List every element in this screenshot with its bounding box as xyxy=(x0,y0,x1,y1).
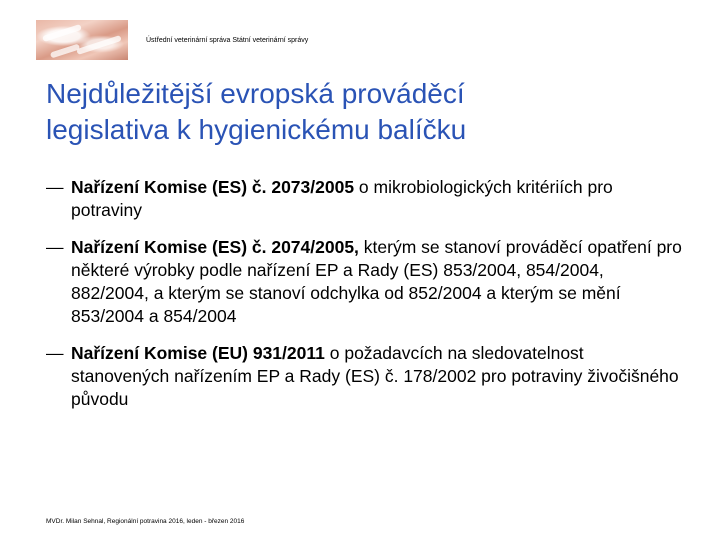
regulation-description: kterým se stanoví prováděcí opatření pro některé výrobky podle nařízení EP a Rady (ES) 853/2004, 854/2004, 882/2004, a kterým se stanoví odchylka od 852/2004 a kterým se mění 853/2004 a 854/2004 xyxy=(71,237,682,326)
slide-title-line-1: Nejdůležitější evropská prováděcí xyxy=(46,78,465,109)
regulation-name: Nařízení Komise (EU) 931/2011 xyxy=(71,343,325,363)
dash-marker: — xyxy=(46,177,64,197)
slide-title xyxy=(46,76,686,148)
list-item xyxy=(46,236,686,328)
regulation-description: o požadavcích na sledovatelnost stanovených nařízením EP a Rady (ES) č. 178/2002 pro potraviny živočišného původu xyxy=(71,343,679,409)
regulation-description: o mikrobiologických kritériích pro potraviny xyxy=(71,177,613,220)
regulation-name: Nařízení Komise (ES) č. 2074/2005, xyxy=(71,237,359,257)
regulation-list xyxy=(46,176,686,425)
slide-title-line-2: legislativa k hygienickému balíčku xyxy=(46,114,467,145)
list-item xyxy=(46,176,686,222)
dash-marker: — xyxy=(46,237,64,257)
footer-text: MVDr. Milan Sehnal, Regionální potravina 2016, leden - březen 2016 xyxy=(46,518,245,525)
dash-marker: — xyxy=(46,343,64,363)
header-organization-text: Ústřední veterinární správa Státní veterinární správy xyxy=(146,37,309,44)
header-fish-image xyxy=(36,20,128,60)
regulation-name: Nařízení Komise (ES) č. 2073/2005 xyxy=(71,177,355,197)
list-item xyxy=(46,342,686,411)
